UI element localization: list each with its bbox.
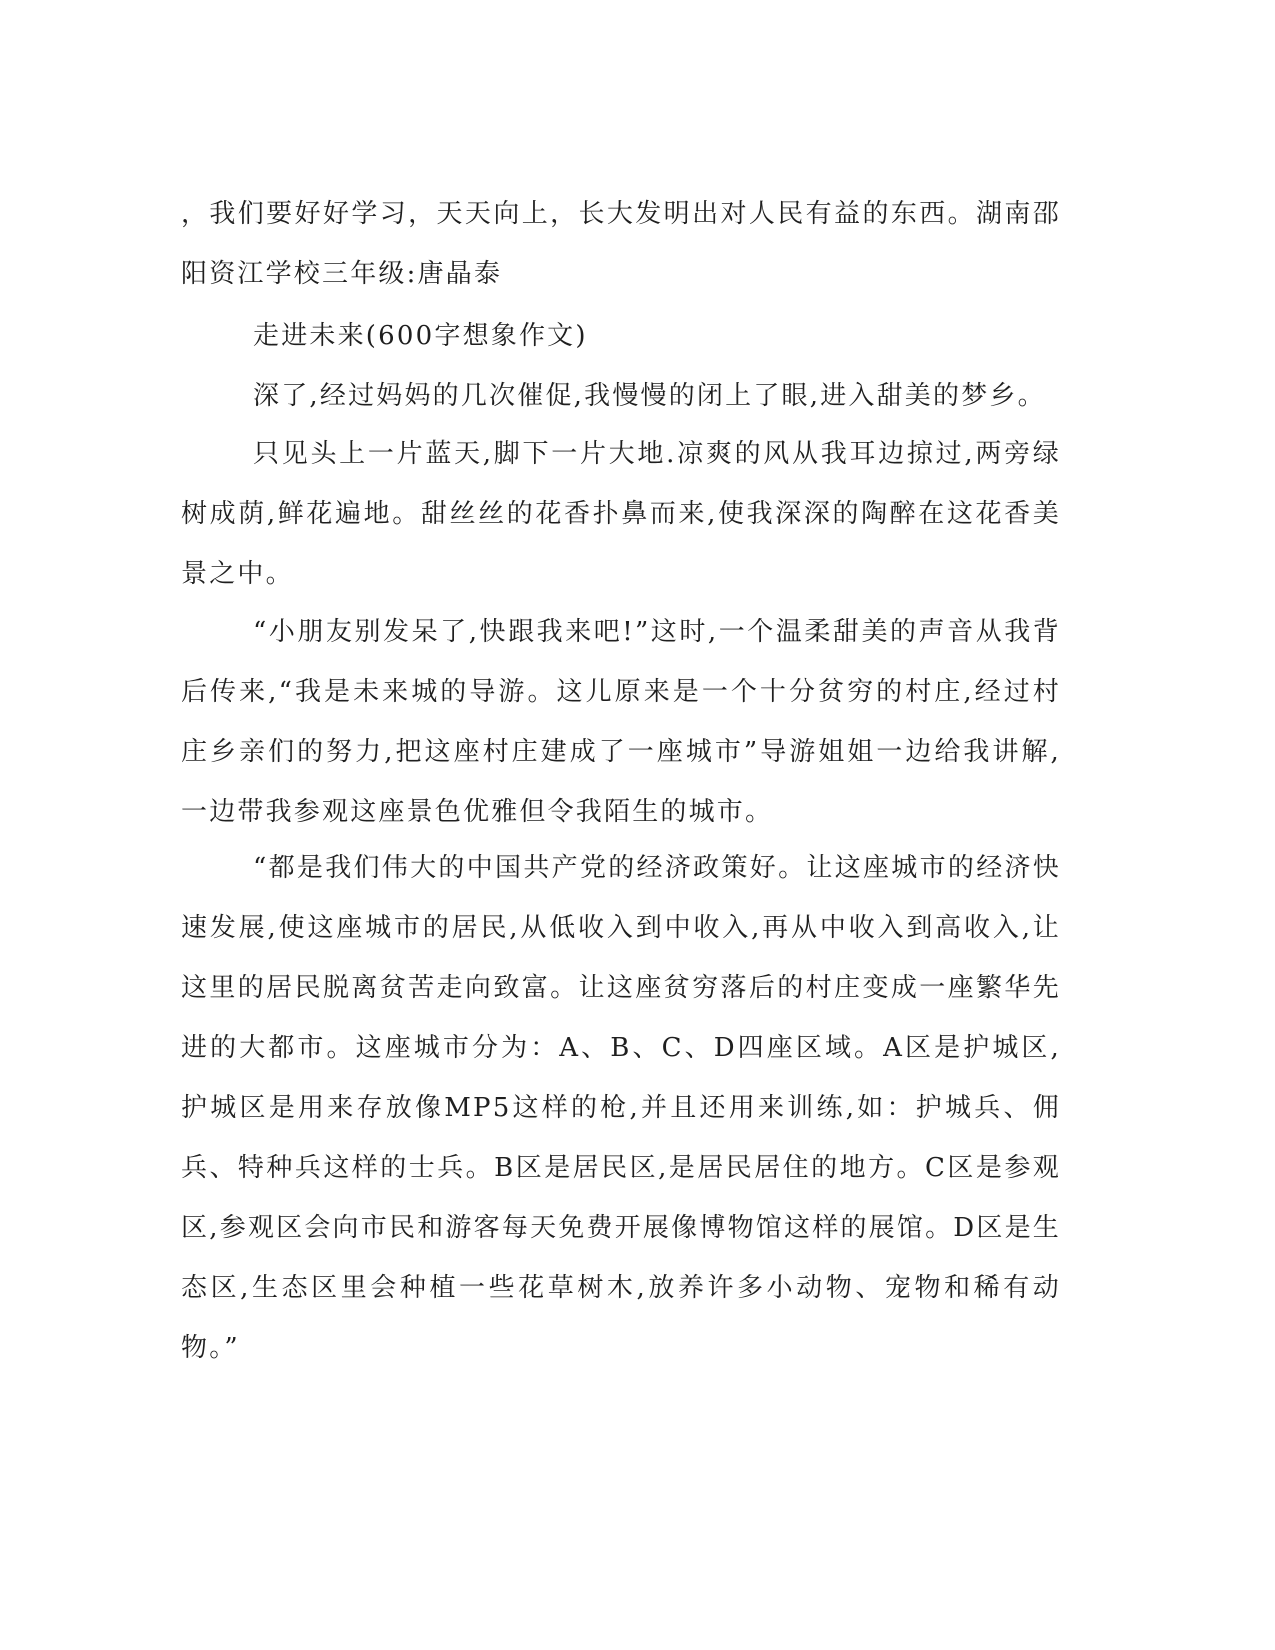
paragraph-scenery: 只见头上一片蓝天,脚下一片大地.凉爽的风从我耳边掠过,两旁绿树成荫,鲜花遍地。甜丝丝的花香扑鼻而来,使我深深的陶醉在这花香美景之中。 [181, 439, 1061, 589]
paragraph-guide: “小朋友别发呆了,快跟我来吧!”这时,一个温柔甜美的声音从我背后传来,“我是未来城的导游。这儿原来是一个十分贫穷的村庄,经过村庄乡亲们的努力,把这座村庄建成了一座城市”导游姐姐一边给我讲解,一边带我参观这座景色优雅但令我陌生的城市。 [181, 617, 1061, 827]
essay-title: 走进未来(600字想象作文) [253, 321, 588, 351]
intro-paragraph: ，我们要好好学习，天天向上，长大发明出对人民有益的东西。湖南邵阳资江学校三年级:唐晶泰 [181, 199, 1061, 289]
paragraph-dream: 深了,经过妈妈的几次催促,我慢慢的闭上了眼,进入甜美的梦乡。 [253, 381, 1046, 411]
paragraph-city: “都是我们伟大的中国共产党的经济政策好。让这座城市的经济快速发展,使这座城市的居民,从低收入到中收入,再从中收入到高收入,让这里的居民脱离贫苦走向致富。让这座贫穷落后的村庄变成一座繁华先进的大都市。这座城市分为：A、B、C、D四座区域。A区是护城区,护城区是用来存放像MP5这样的枪,并且还用来训练,如：护城兵、佣兵、特种兵这样的士兵。B区是居民区,是居民居住的地方。C区是参观区,参观区会向市民和游客每天免费开展像博物馆这样的展馆。D区是生态区,生态区里会种植一些花草树木,放养许多小动物、宠物和稀有动物。” [181, 853, 1061, 1363]
